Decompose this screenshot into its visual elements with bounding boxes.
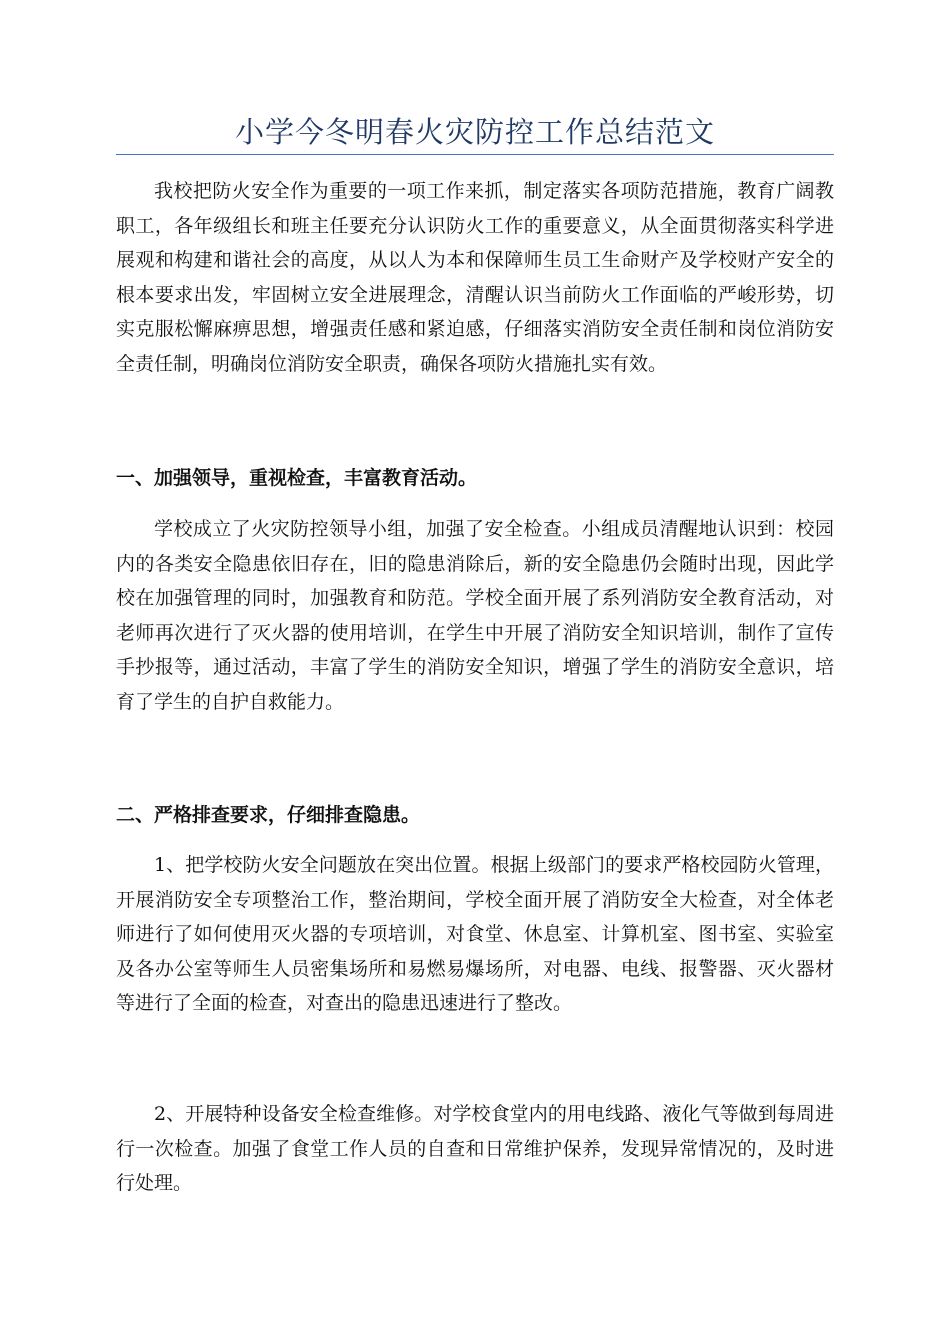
paragraph-intro: 我校把防火安全作为重要的一项工作来抓，制定落实各项防范措施，教育广阔教职工，各年级组长和班主任要充分认识防火工作的重要意义，从全面贯彻落实科学进展观和构建和谐社会的高度，从以人为本和保障师生员工生命财产及学校财产安全的根本要求出发，牢固树立安全进展理念，清醒认识当前防火工作面临的严峻形势，切实克服松懈麻痹思想，增强责任感和紧迫感，仔细落实消防安全责任制和岗位消防安全责任制，明确岗位消防安全职责，确保各项防火措施扎实有效。 — [116, 180, 834, 375]
title-underline-divider — [116, 154, 834, 155]
paragraph-section-1: 学校成立了火灾防控领导小组，加强了安全检查。小组成员清醒地认识到：校园内的各类安全隐患依旧存在，旧的隐患消除后，新的安全隐患仍会随时出现，因此学校在加强管理的同时，加强教育和防范。学校全面开展了系列消防安全教育活动，对老师再次进行了灭火器的使用培训，在学生中开展了消防安全知识培训，制作了宣传手抄报等，通过活动，丰富了学生的消防安全知识，增强了学生的消防安全意识，培育了学生的自护自救能力。 — [116, 518, 834, 713]
section-heading-2: 二、严格排查要求，仔细排查隐患。 — [116, 804, 421, 826]
paragraph-section-2-item-1: 1、把学校防火安全问题放在突出位置。根据上级部门的要求严格校园防火管理，开展消防安全专项整治工作，整治期间，学校全面开展了消防安全大检查，对全体老师进行了如何使用灭火器的专项培训，对食堂、休息室、计算机室、图书室、实验室及各办公室等师生人员密集场所和易燃易爆场所，对电器、电线、报警器、灭火器材等进行了全面的检查，对查出的隐患迅速进行了整改。 — [116, 854, 834, 1014]
page-title: 小学今冬明春火灾防控工作总结范文 — [234, 115, 715, 149]
section-heading-1: 一、加强领导，重视检查，丰富教育活动。 — [116, 467, 478, 489]
paragraph-section-2-item-2: 2、开展特种设备安全检查维修。对学校食堂内的用电线路、液化气等做到每周进行一次检查。加强了食堂工作人员的自查和日常维护保养，发现异常情况的，及时进行处理。 — [116, 1103, 834, 1194]
